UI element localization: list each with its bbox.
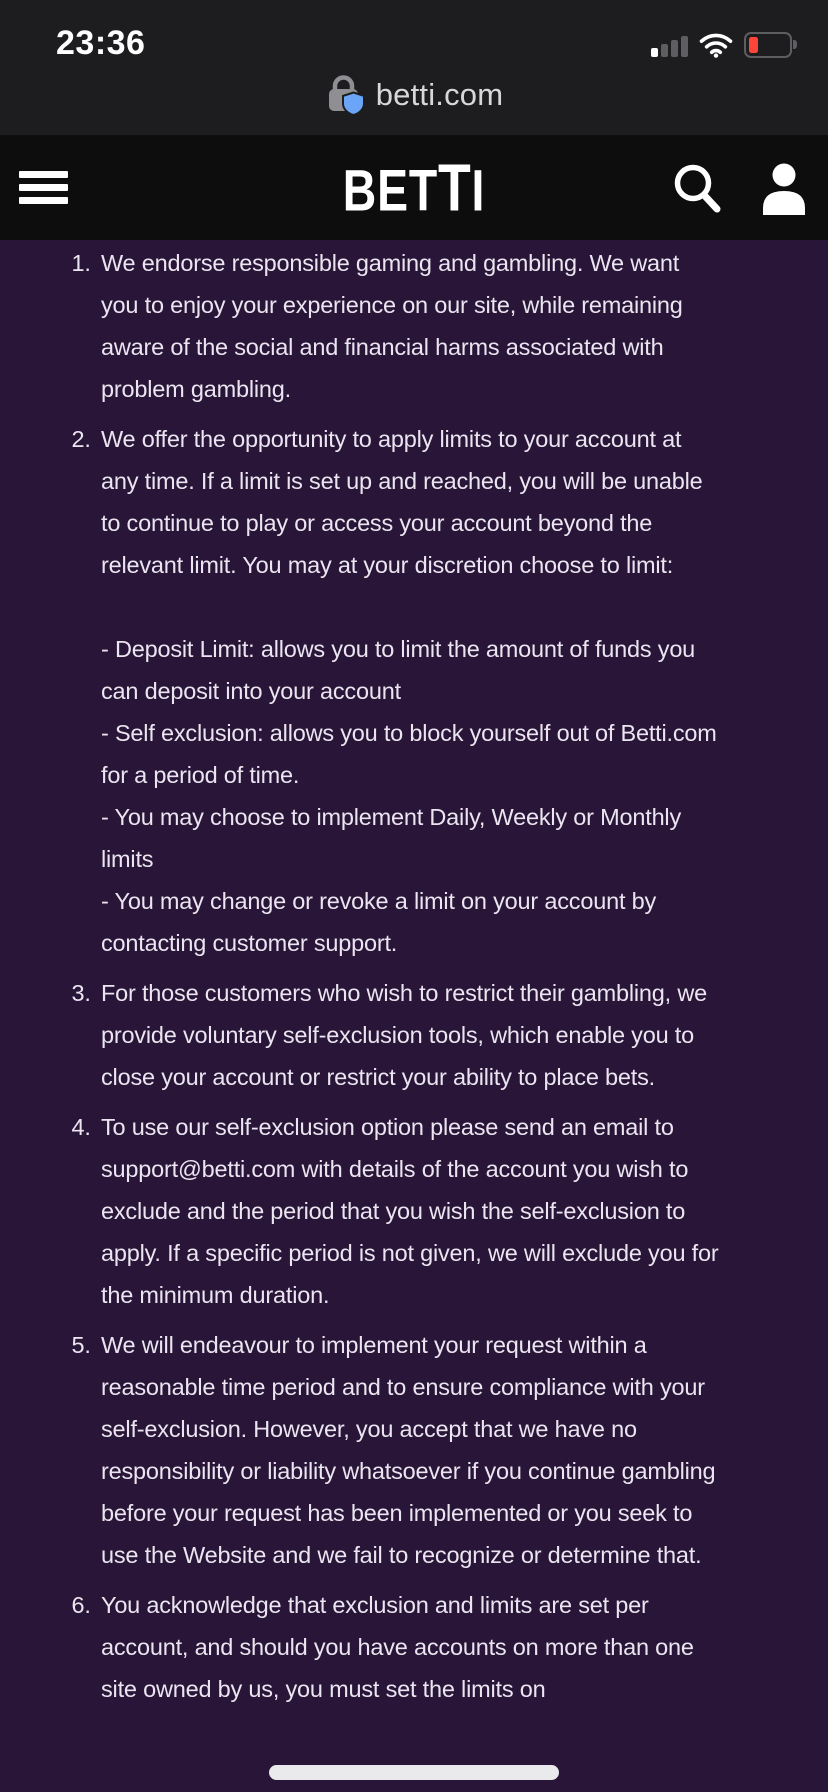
term-text: You acknowledge that exclusion and limits are set per account, and should you have accounts on more than one site owned by us, you must set the limits on bbox=[101, 1592, 694, 1702]
limit-option-line: - Self exclusion: allows you to block yourself out of Betti.com for a period of time. bbox=[101, 720, 717, 788]
responsible-gambling-terms-list bbox=[0, 240, 828, 1710]
wifi-icon bbox=[699, 33, 733, 58]
list-item bbox=[97, 1106, 722, 1316]
limit-option-line: - Deposit Limit: allows you to limit the amount of funds you can deposit into your account bbox=[101, 636, 696, 704]
account-button[interactable] bbox=[760, 163, 808, 215]
limit-options-block bbox=[101, 628, 722, 964]
list-item bbox=[97, 1584, 722, 1710]
person-icon bbox=[760, 163, 808, 215]
term-text: We offer the opportunity to apply limits to your account at any time. If a limit is set up and reached, you will be unable to continue to play or access your account beyond the relevant limit. You may at your discretion choose to limit: bbox=[101, 426, 703, 578]
url-domain-text: betti.com bbox=[375, 77, 504, 112]
logo-text-part3: I bbox=[471, 158, 486, 223]
hamburger-menu-icon bbox=[19, 171, 68, 178]
search-button[interactable] bbox=[670, 160, 726, 218]
term-text: We endorse responsible gaming and gambling. We want you to enjoy your experience on our site, while remaining aware of the social and financial harms associated with problem gambling. bbox=[101, 250, 683, 402]
address-bar[interactable] bbox=[0, 70, 828, 120]
list-item bbox=[97, 1324, 722, 1576]
battery-nub bbox=[793, 40, 797, 49]
status-bar bbox=[0, 22, 828, 66]
lock-icon bbox=[325, 73, 367, 117]
status-icons bbox=[651, 32, 792, 58]
hamburger-menu-button[interactable] bbox=[19, 171, 68, 204]
battery-level-fill bbox=[749, 37, 758, 53]
term-text: For those customers who wish to restrict their gambling, we provide voluntary self-exclusion tools, which enable you to close your account or restrict your ability to place bets. bbox=[101, 980, 707, 1090]
battery-low-icon bbox=[744, 32, 792, 58]
list-item bbox=[97, 242, 722, 410]
page-content-scroll-area[interactable] bbox=[0, 240, 828, 1792]
site-logo[interactable] bbox=[342, 150, 486, 225]
list-item bbox=[97, 418, 722, 964]
limit-option-line: - You may change or revoke a limit on your account by contacting customer support. bbox=[101, 888, 657, 956]
logo-text-part1: BET bbox=[342, 158, 438, 223]
home-indicator[interactable] bbox=[269, 1765, 559, 1780]
logo-text-part2-raised-t: T bbox=[437, 150, 472, 225]
term-text: We will endeavour to implement your request within a reasonable time period and to ensure compliance with your self-exclusion. However, you accept that we have no responsibility or liability whatsoever if you continue gambling before your request has been implemented or you seek to use the Website and we fail to recognize or determine that. bbox=[101, 1332, 716, 1568]
privacy-shield-icon bbox=[343, 93, 364, 116]
site-header bbox=[0, 135, 828, 240]
clock-text: 23:36 bbox=[56, 24, 146, 62]
search-icon bbox=[670, 160, 726, 218]
term-text: To use our self-exclusion option please send an email to support@betti.com with details of the account you wish to exclude and the period that you wish the self-exclusion to apply. If a specific period is not given, we will exclude you for the minimum duration. bbox=[101, 1114, 719, 1308]
cellular-signal-icon bbox=[651, 33, 688, 58]
limit-option-line: - You may choose to implement Daily, Weekly or Monthly limits bbox=[101, 804, 682, 872]
list-item bbox=[97, 972, 722, 1098]
browser-chrome bbox=[0, 0, 828, 135]
